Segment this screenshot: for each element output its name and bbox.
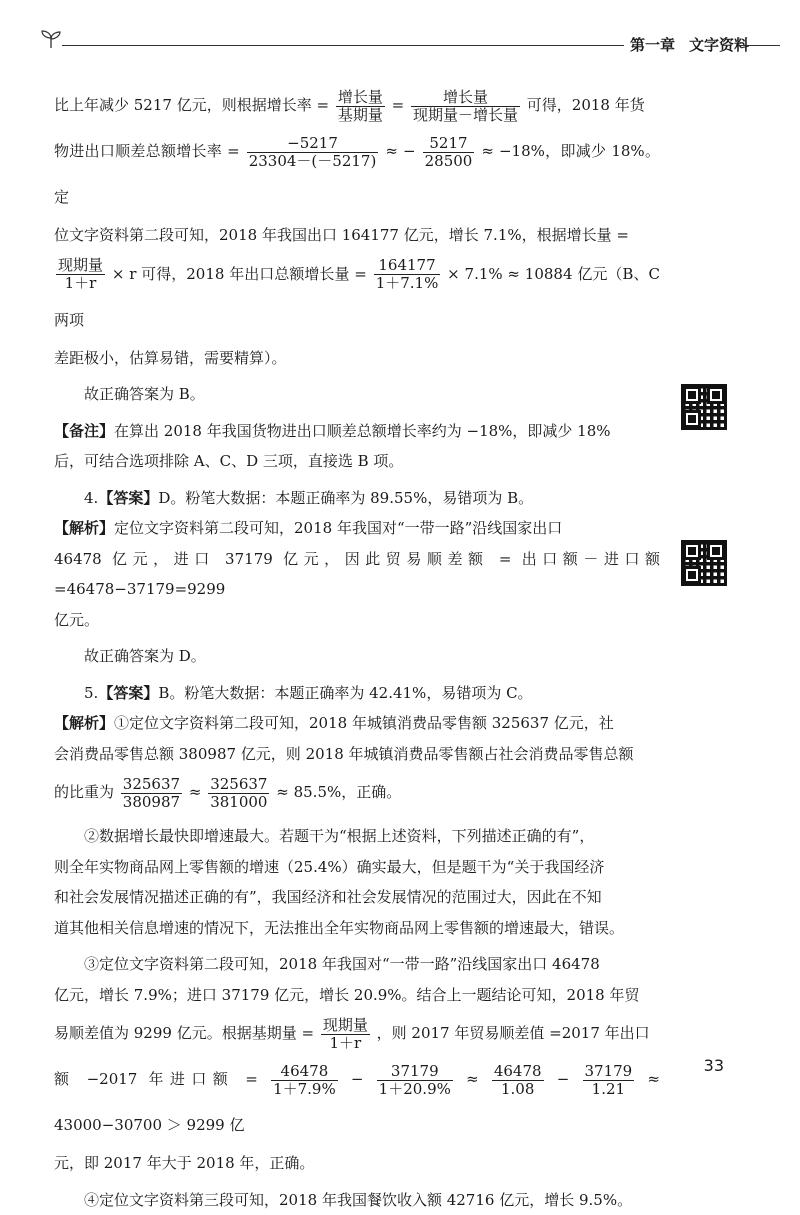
note-paragraph bbox=[54, 416, 660, 447]
text-span: ≈ bbox=[466, 1070, 479, 1088]
header-rule-left bbox=[62, 45, 624, 46]
question-4-answer bbox=[54, 483, 660, 514]
text-line: ③定位文字资料第二段可知，2018 年我国对“一带一路”沿线国家出口 46478 bbox=[54, 949, 660, 980]
text-line: 故正确答案为 B。 bbox=[54, 379, 660, 410]
numerator: 325637 bbox=[121, 776, 182, 794]
denominator: 1＋r bbox=[321, 1035, 370, 1052]
numerator: 46478 bbox=[492, 1063, 544, 1081]
qr-code-icon[interactable] bbox=[681, 540, 727, 586]
text-span: 定位文字资料第二段可知，2018 年我国对“一带一路”沿线国家出口 bbox=[114, 519, 562, 537]
numerator: 增长量 bbox=[336, 89, 385, 107]
fraction bbox=[271, 1063, 338, 1098]
fraction bbox=[208, 776, 269, 811]
fraction bbox=[411, 89, 520, 124]
page-body bbox=[54, 82, 660, 1215]
denominator: 1.21 bbox=[583, 1081, 635, 1098]
qr-finder-pattern bbox=[707, 386, 725, 404]
numerator: 现期量 bbox=[321, 1017, 370, 1035]
numerator: 增长量 bbox=[411, 89, 520, 107]
fraction bbox=[583, 1063, 635, 1098]
denominator: 380987 bbox=[121, 794, 182, 811]
denominator: 23304－(－5217) bbox=[247, 153, 379, 170]
text-span: = bbox=[392, 96, 405, 114]
numerator: 5217 bbox=[423, 135, 475, 153]
text-line: 道其他相关信息增速的情况下，无法推出全年实物商品网上零售额的增速最大，错误。 bbox=[54, 913, 660, 944]
text-line: 则全年实物商品网上零售额的增速（25.4%）确实最大，但是题干为“关于我国经济 bbox=[54, 852, 660, 883]
page-number: 33 bbox=[704, 1056, 724, 1075]
text-line: 亿元。 bbox=[54, 605, 660, 636]
page-header bbox=[40, 26, 780, 60]
text-span: ，则 2017 年贸易顺差值 =2017 年出口 bbox=[377, 1024, 650, 1042]
text-line bbox=[54, 1010, 660, 1056]
fraction bbox=[377, 1063, 453, 1098]
text-span: 易顺差值为 9299 亿元。根据基期量 = bbox=[54, 1024, 314, 1042]
text-line bbox=[54, 251, 660, 343]
text-line bbox=[54, 82, 660, 128]
text-line: ②数据增长最快即增速最大。若题干为“根据上述资料，下列描述正确的有”， bbox=[54, 821, 660, 852]
text-span: 物进出口顺差总额增长率 = bbox=[54, 142, 240, 160]
text-span: ≈ bbox=[189, 783, 202, 801]
answer-tag: 【答案】 bbox=[98, 489, 158, 507]
text-span: B。粉笔大数据：本题正确率为 42.41%，易错项为 C。 bbox=[158, 684, 532, 702]
text-line: 会消费品零售总额 380987 亿元，则 2018 年城镇消费品零售额占社会消费品零售总额 bbox=[54, 739, 660, 770]
denominator: 1＋7.1% bbox=[374, 275, 441, 292]
denominator: 381000 bbox=[208, 794, 269, 811]
fraction bbox=[492, 1063, 544, 1098]
fraction bbox=[121, 776, 182, 811]
sprout-icon bbox=[40, 28, 62, 50]
text-span: × 7.1% ≈ 10884 亿元（B、C 两项 bbox=[54, 265, 660, 329]
denominator: 现期量－增长量 bbox=[411, 107, 520, 124]
fraction bbox=[423, 135, 475, 170]
denominator: 1.08 bbox=[492, 1081, 544, 1098]
text-line: 46478 亿元，进口 37179 亿元，因此贸易顺差额 = 出口额－进口额 =46478−37179=9299 bbox=[54, 544, 660, 605]
explanation-tag: 【解析】 bbox=[54, 519, 114, 537]
text-line: ④定位文字资料第三段可知，2018 年我国餐饮收入额 42716 亿元，增长 9.5%。 bbox=[54, 1185, 660, 1215]
denominator: 基期量 bbox=[336, 107, 385, 124]
text-span: ≈ − bbox=[385, 142, 415, 160]
fraction bbox=[336, 89, 385, 124]
qr-finder-pattern bbox=[683, 386, 701, 404]
question-5-explanation bbox=[54, 708, 660, 739]
text-span: D。粉笔大数据：本题正确率为 89.55%，易错项为 B。 bbox=[158, 489, 533, 507]
question-5-answer bbox=[54, 678, 660, 709]
text-span: − bbox=[557, 1070, 570, 1088]
text-line: 亿元，增长 7.9%；进口 37179 亿元，增长 20.9%。结合上一题结论可知，2018 年贸 bbox=[54, 980, 660, 1011]
question-4-explanation bbox=[54, 513, 660, 544]
note-tag: 【备注】 bbox=[54, 422, 114, 440]
text-span: 额 −2017 年进口额 = bbox=[54, 1070, 258, 1088]
text-line bbox=[54, 769, 660, 815]
fraction bbox=[56, 257, 105, 292]
text-line bbox=[54, 128, 660, 220]
qr-finder-pattern bbox=[683, 542, 701, 560]
text-line: 和社会发展情况描述正确的有”，我国经济和社会发展情况的范围过大，因此在不知 bbox=[54, 882, 660, 913]
denominator: 28500 bbox=[423, 153, 475, 170]
answer-tag: 【答案】 bbox=[98, 684, 158, 702]
text-span: 比上年减少 5217 亿元，则根据增长率 = bbox=[54, 96, 329, 114]
numerator: 46478 bbox=[271, 1063, 338, 1081]
text-line: 元，即 2017 年大于 2018 年，正确。 bbox=[54, 1148, 660, 1179]
qr-code-icon[interactable] bbox=[681, 384, 727, 430]
header-rule-right bbox=[740, 45, 780, 46]
qr-finder-pattern bbox=[683, 566, 701, 584]
text-line: 后，可结合选项排除 A、C、D 三项，直接选 B 项。 bbox=[54, 446, 660, 477]
numerator: 37179 bbox=[377, 1063, 453, 1081]
numerator: −5217 bbox=[247, 135, 379, 153]
denominator: 1＋7.9% bbox=[271, 1081, 338, 1098]
text-span: − bbox=[351, 1070, 364, 1088]
fraction bbox=[247, 135, 379, 170]
text-line: 位文字资料第二段可知，2018 年我国出口 164177 亿元，增长 7.1%，根据增长量 = bbox=[54, 220, 660, 251]
text-line: 故正确答案为 D。 bbox=[54, 641, 660, 672]
question-number: 5. bbox=[84, 684, 98, 702]
text-span: 的比重为 bbox=[54, 783, 114, 801]
text-span: ≈ 85.5%，正确。 bbox=[276, 783, 401, 801]
explanation-tag: 【解析】 bbox=[54, 714, 114, 732]
qr-finder-pattern bbox=[707, 542, 725, 560]
numerator: 现期量 bbox=[56, 257, 105, 275]
text-line bbox=[54, 1056, 660, 1148]
denominator: 1＋r bbox=[56, 275, 105, 292]
text-span: 在算出 2018 年我国货物进出口顺差总额增长率约为 −18%，即减少 18% bbox=[114, 422, 611, 440]
qr-finder-pattern bbox=[683, 410, 701, 428]
text-span: ≈ −18%，即减少 18%。定 bbox=[54, 142, 660, 206]
question-number: 4. bbox=[84, 489, 98, 507]
fraction bbox=[374, 257, 441, 292]
chapter-number: 第一章 bbox=[630, 36, 675, 54]
text-span: × r 可得，2018 年出口总额增长量 = bbox=[112, 265, 367, 283]
text-line: 差距极小，估算易错，需要精算）。 bbox=[54, 343, 660, 374]
text-span: ≈ 43000−30700 ＞ 9299 亿 bbox=[54, 1070, 660, 1134]
numerator: 164177 bbox=[374, 257, 441, 275]
chapter-title bbox=[630, 34, 749, 55]
numerator: 325637 bbox=[208, 776, 269, 794]
numerator: 37179 bbox=[583, 1063, 635, 1081]
text-span: 可得，2018 年货 bbox=[527, 96, 645, 114]
text-span: ①定位文字资料第二段可知，2018 年城镇消费品零售额 325637 亿元，社 bbox=[114, 714, 614, 732]
fraction bbox=[321, 1017, 370, 1052]
chapter-section: 文字资料 bbox=[689, 36, 749, 54]
denominator: 1＋20.9% bbox=[377, 1081, 453, 1098]
